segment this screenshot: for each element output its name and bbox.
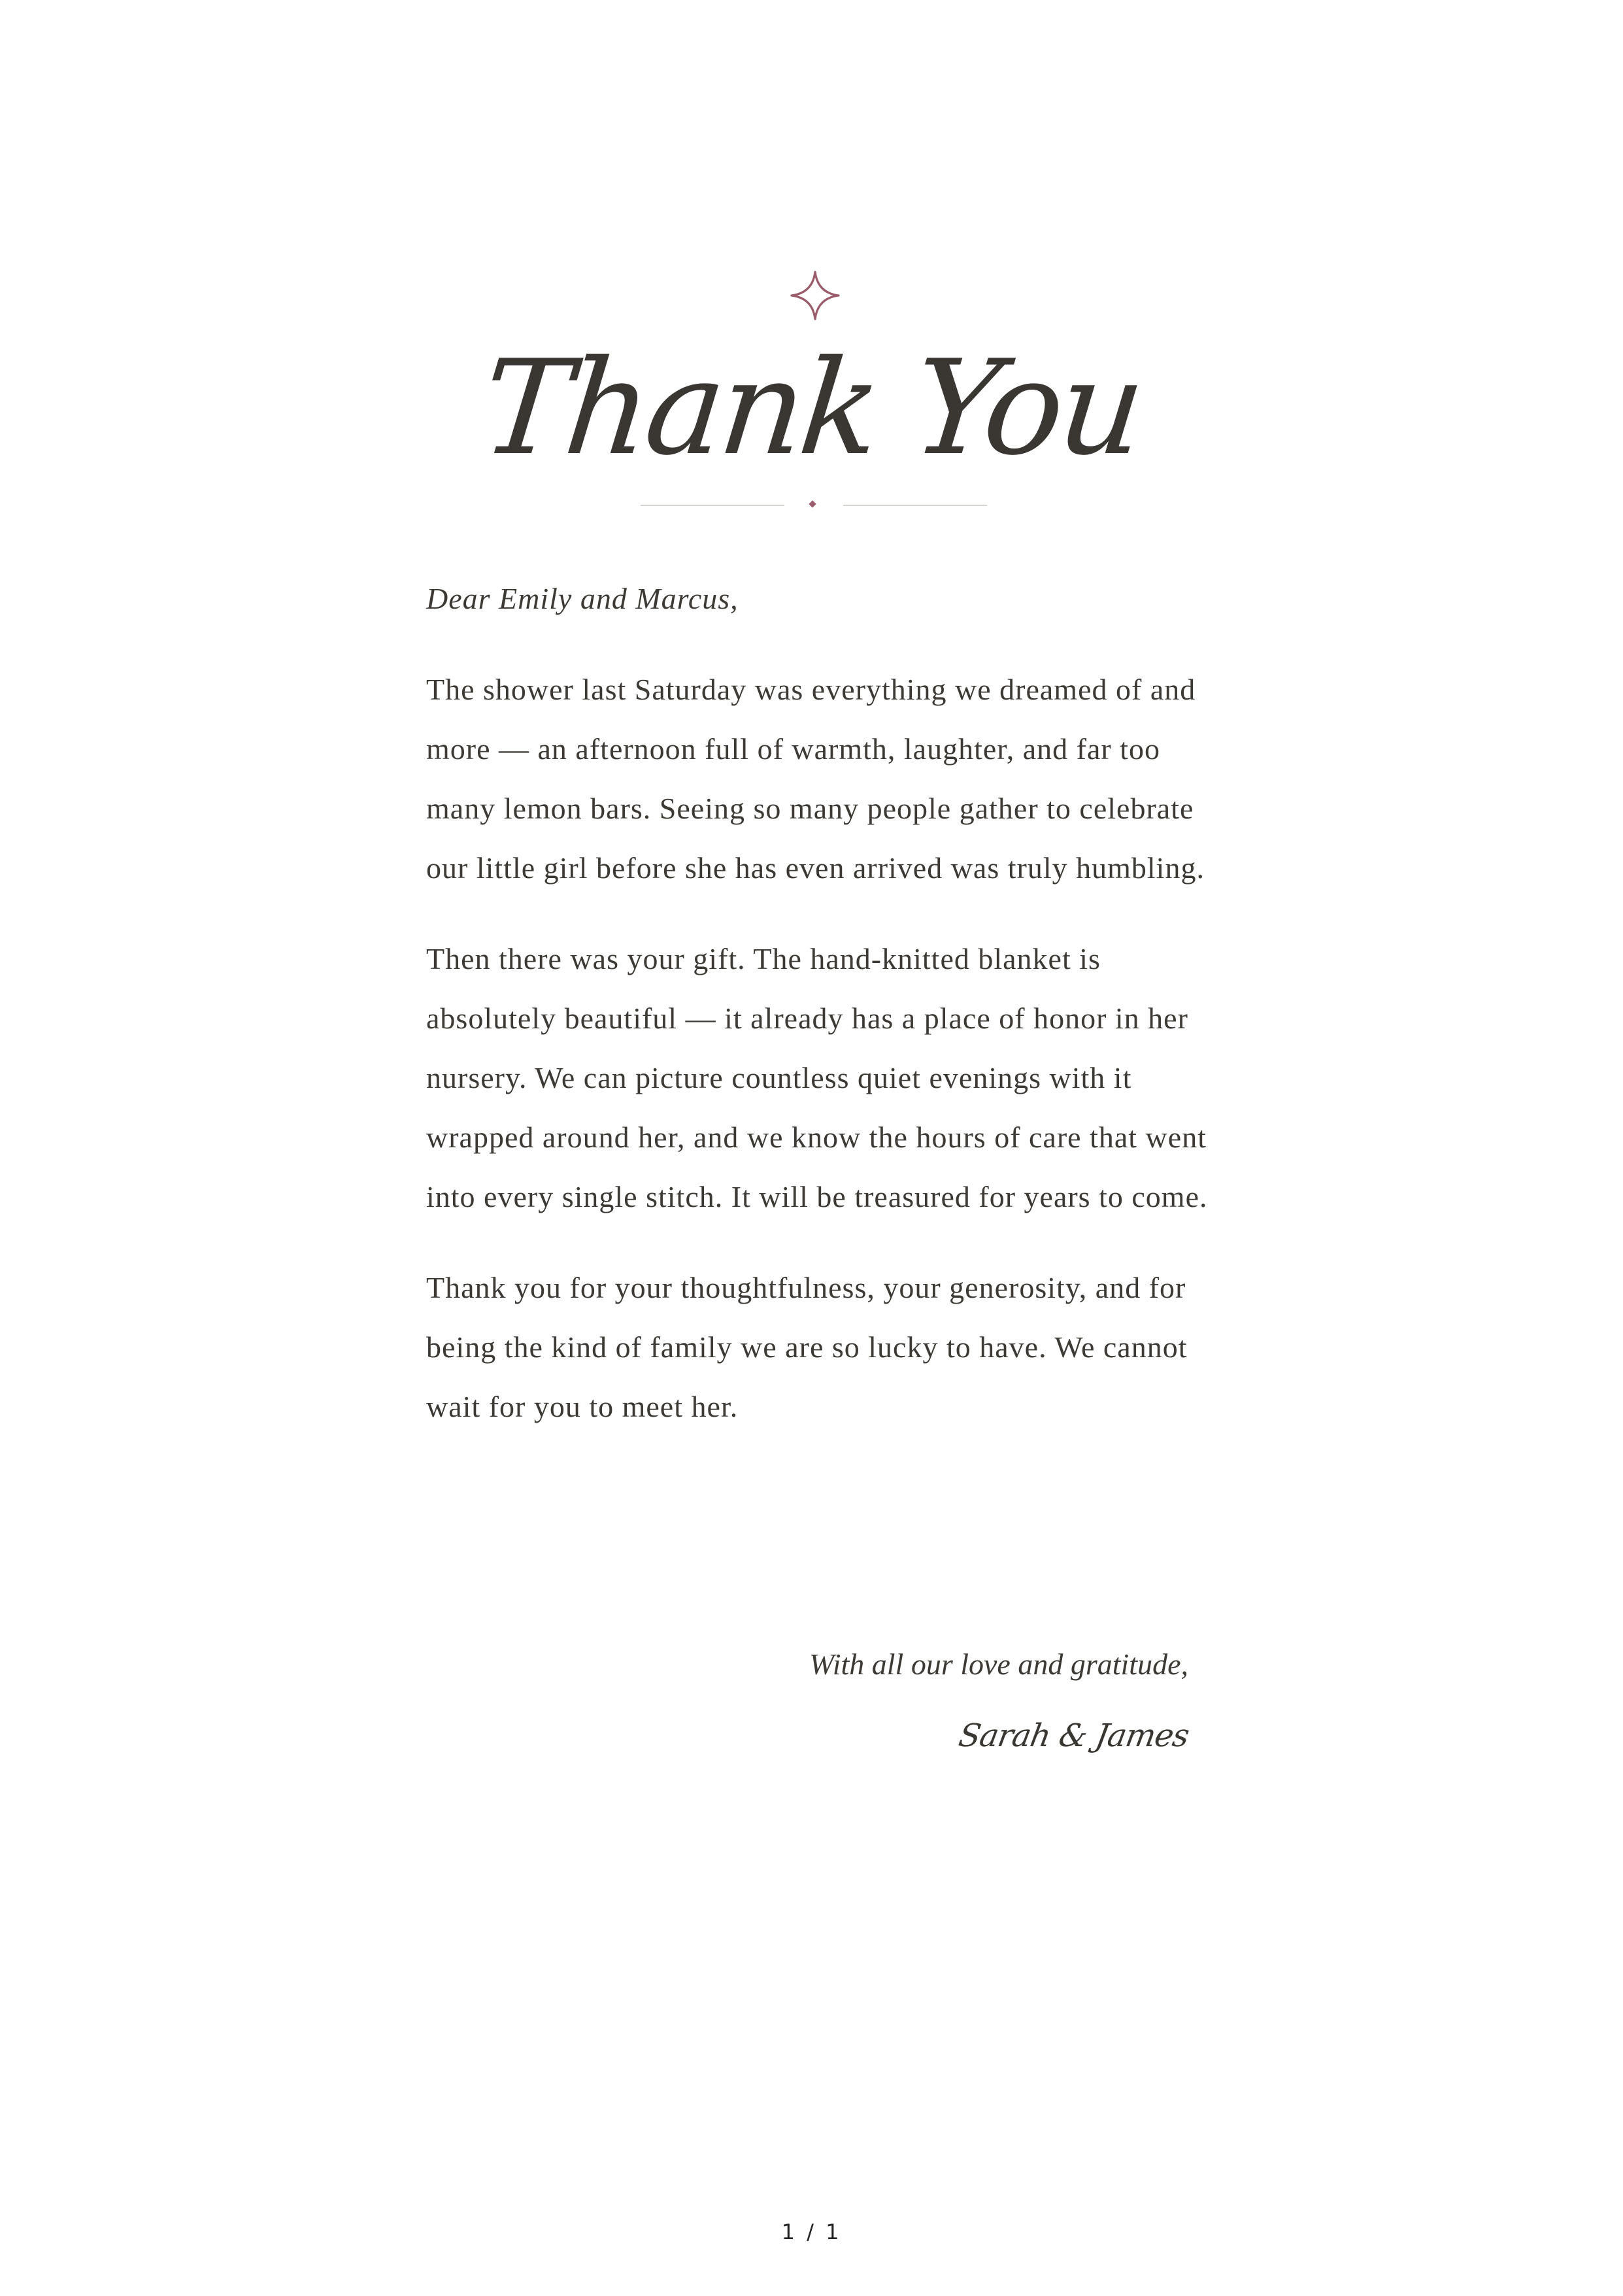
signature: Sarah & James <box>956 1717 1192 1754</box>
page-title: Thank You <box>475 332 1148 484</box>
page-indicator: 1 / 1 <box>781 2220 842 2244</box>
salutation: Dear Emily and Marcus, <box>426 582 739 615</box>
letter-paragraph: The shower last Saturday was everything we dreamed of and more — an afternoon full of warmth, laughter, and far too many lemon bars. Seeing so many people gather to celebrate our little girl before she has even arrived was truly humbling. <box>426 673 1205 885</box>
letter-paragraph: Thank you for your thoughtfulness, your generosity, and for being the kind of family we are so lucky to have. We cannot wait for you to meet her. <box>426 1271 1188 1423</box>
divider-line-left <box>641 505 784 506</box>
letter-body <box>426 569 1211 1468</box>
divider-line-right <box>843 505 987 506</box>
diamond-dot-icon <box>809 500 816 507</box>
four-point-star-icon <box>789 269 841 322</box>
letter-paragraph: Then there was your gift. The hand-knitted blanket is absolutely beautiful — it already has a place of honor in her nursery. We can picture countless quiet evenings with it wrapped around her, and we know the hours of care that went into every single stitch. It will be treasured for years to come. <box>426 942 1208 1213</box>
closing-line: With all our love and gratitude, <box>809 1647 1188 1681</box>
